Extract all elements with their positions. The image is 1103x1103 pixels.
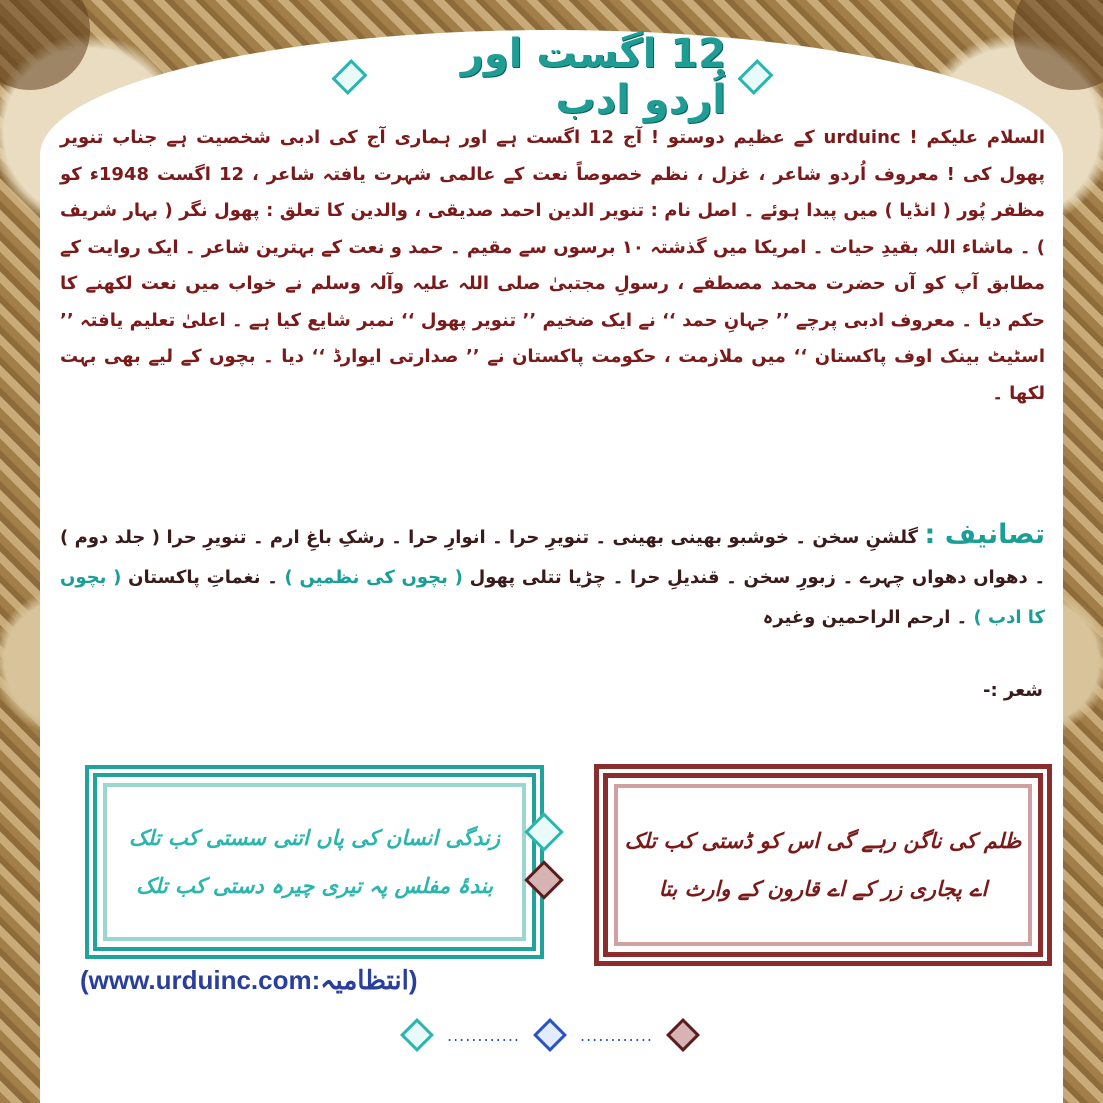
works-list-c: ۔ نغماتِ پاکستان [128, 567, 278, 588]
title-ornament-icon [331, 59, 367, 95]
footer-dots: ............ [446, 1025, 521, 1045]
separator-brown-icon [524, 860, 564, 900]
works-list-a: گلشنِ سخن ۔ خوشبو بھینی بھینی ۔ تنویرِ حرا ۔ انوارِ حرا ۔ رشکِ باغِ ارم ۔ تنویرِ حرا ( جلد دوم ) ۔ دھواں دھواں چہرے ۔ زبورِ سخن ۔ قندیلِ حرا ۔ چڑیا تتلی پھول [60, 527, 1046, 588]
source-credit: (www.urduinc.com:انتظامیہ) [80, 965, 418, 995]
works-list-e: ۔ ارحم الراحمین وغیرہ [762, 607, 968, 628]
biography-text [60, 120, 1045, 412]
footer-ornaments [405, 1015, 695, 1055]
biography-paragraph: السلام علیکم ! urduinc کے عظیم دوستو ! آج 12 اگست ہے اور ہماری آج کی ادبی شخصیت ہے جناب تنویر پھول کی ! معروف اُردو شاعر ، غزل ، نظم خصوصاً نعت کے عالمی شہرت یافتہ شاعر ، 12 اگست 1948ء کو مظفر پُور ( انڈیا ) میں پیدا ہوئے ۔ اصل نام : تنویر الدین احمد صدیقی ، والدین کا تعلق : پھول نگر ( بہار شریف ) ۔ ماشاء اللہ بقیدِ حیات ۔ امریکا میں گذشتہ ۱۰ برسوں سے مقیم ۔ حمد و نعت کے بہترین شاعر ۔ ایک روایت کے مطابق آپ کو آں حضرت محمد مصطفے ، رسولِ مجتبیٰ صلی اللہ علیہ وآلہ وسلم نے خواب میں نعت لکھنے کا حکم دیا ۔ معروف ادبی پرچے ’’ جہانِ حمد ‘‘ نے ایک ضخیم ’’ تنویر پھول ‘‘ نمبر شایع کیا ہے ۔ اعلیٰ تعلیم یافتہ ’’ اسٹیٹ بینک اوف پاکستان ‘‘ میں ملازمت ، حکومت پاکستان نے ’’ صدارتی ایوارڈ ‘‘ دیا ۔ بچوں کے لیے بھی بہت لکھا ۔ [60, 127, 1045, 404]
poem-separator [522, 810, 562, 900]
works-note-children-literature: ( بچوں کا ادب ) [60, 567, 1045, 628]
title-bar [330, 31, 775, 123]
poem-box-teal [85, 765, 544, 959]
works-section [60, 515, 1045, 638]
title-ornament-icon [737, 59, 773, 95]
footer-ornament-icon [666, 1018, 700, 1052]
footer-dots: ............ [579, 1025, 654, 1045]
works-heading: تصانیف : [924, 519, 1045, 550]
poem-box-maroon [594, 764, 1052, 966]
separator-teal-icon [524, 812, 564, 852]
poem-line: اے پجاری زر کے اے قارون کے وارث بتا [658, 876, 988, 901]
poem-line: زندگی انسان کی پاں اتنی سستی کب تلک [129, 825, 500, 850]
poem-line: ظلم کی ناگن رہے گی اس کو ڈستی کب تلک [624, 828, 1022, 853]
footer-ornament-icon [400, 1018, 434, 1052]
works-note-children-poems: ( بچوں کی نظمیں ) [284, 567, 463, 588]
page-title: 12 اگست اور اُردو ادب [460, 31, 727, 123]
couplet-label: شعر :- [983, 680, 1043, 701]
poem-line: بندۂ مفلس پہ تیری چیرہ دستی کب تلک [136, 873, 493, 898]
footer-ornament-icon [533, 1018, 567, 1052]
